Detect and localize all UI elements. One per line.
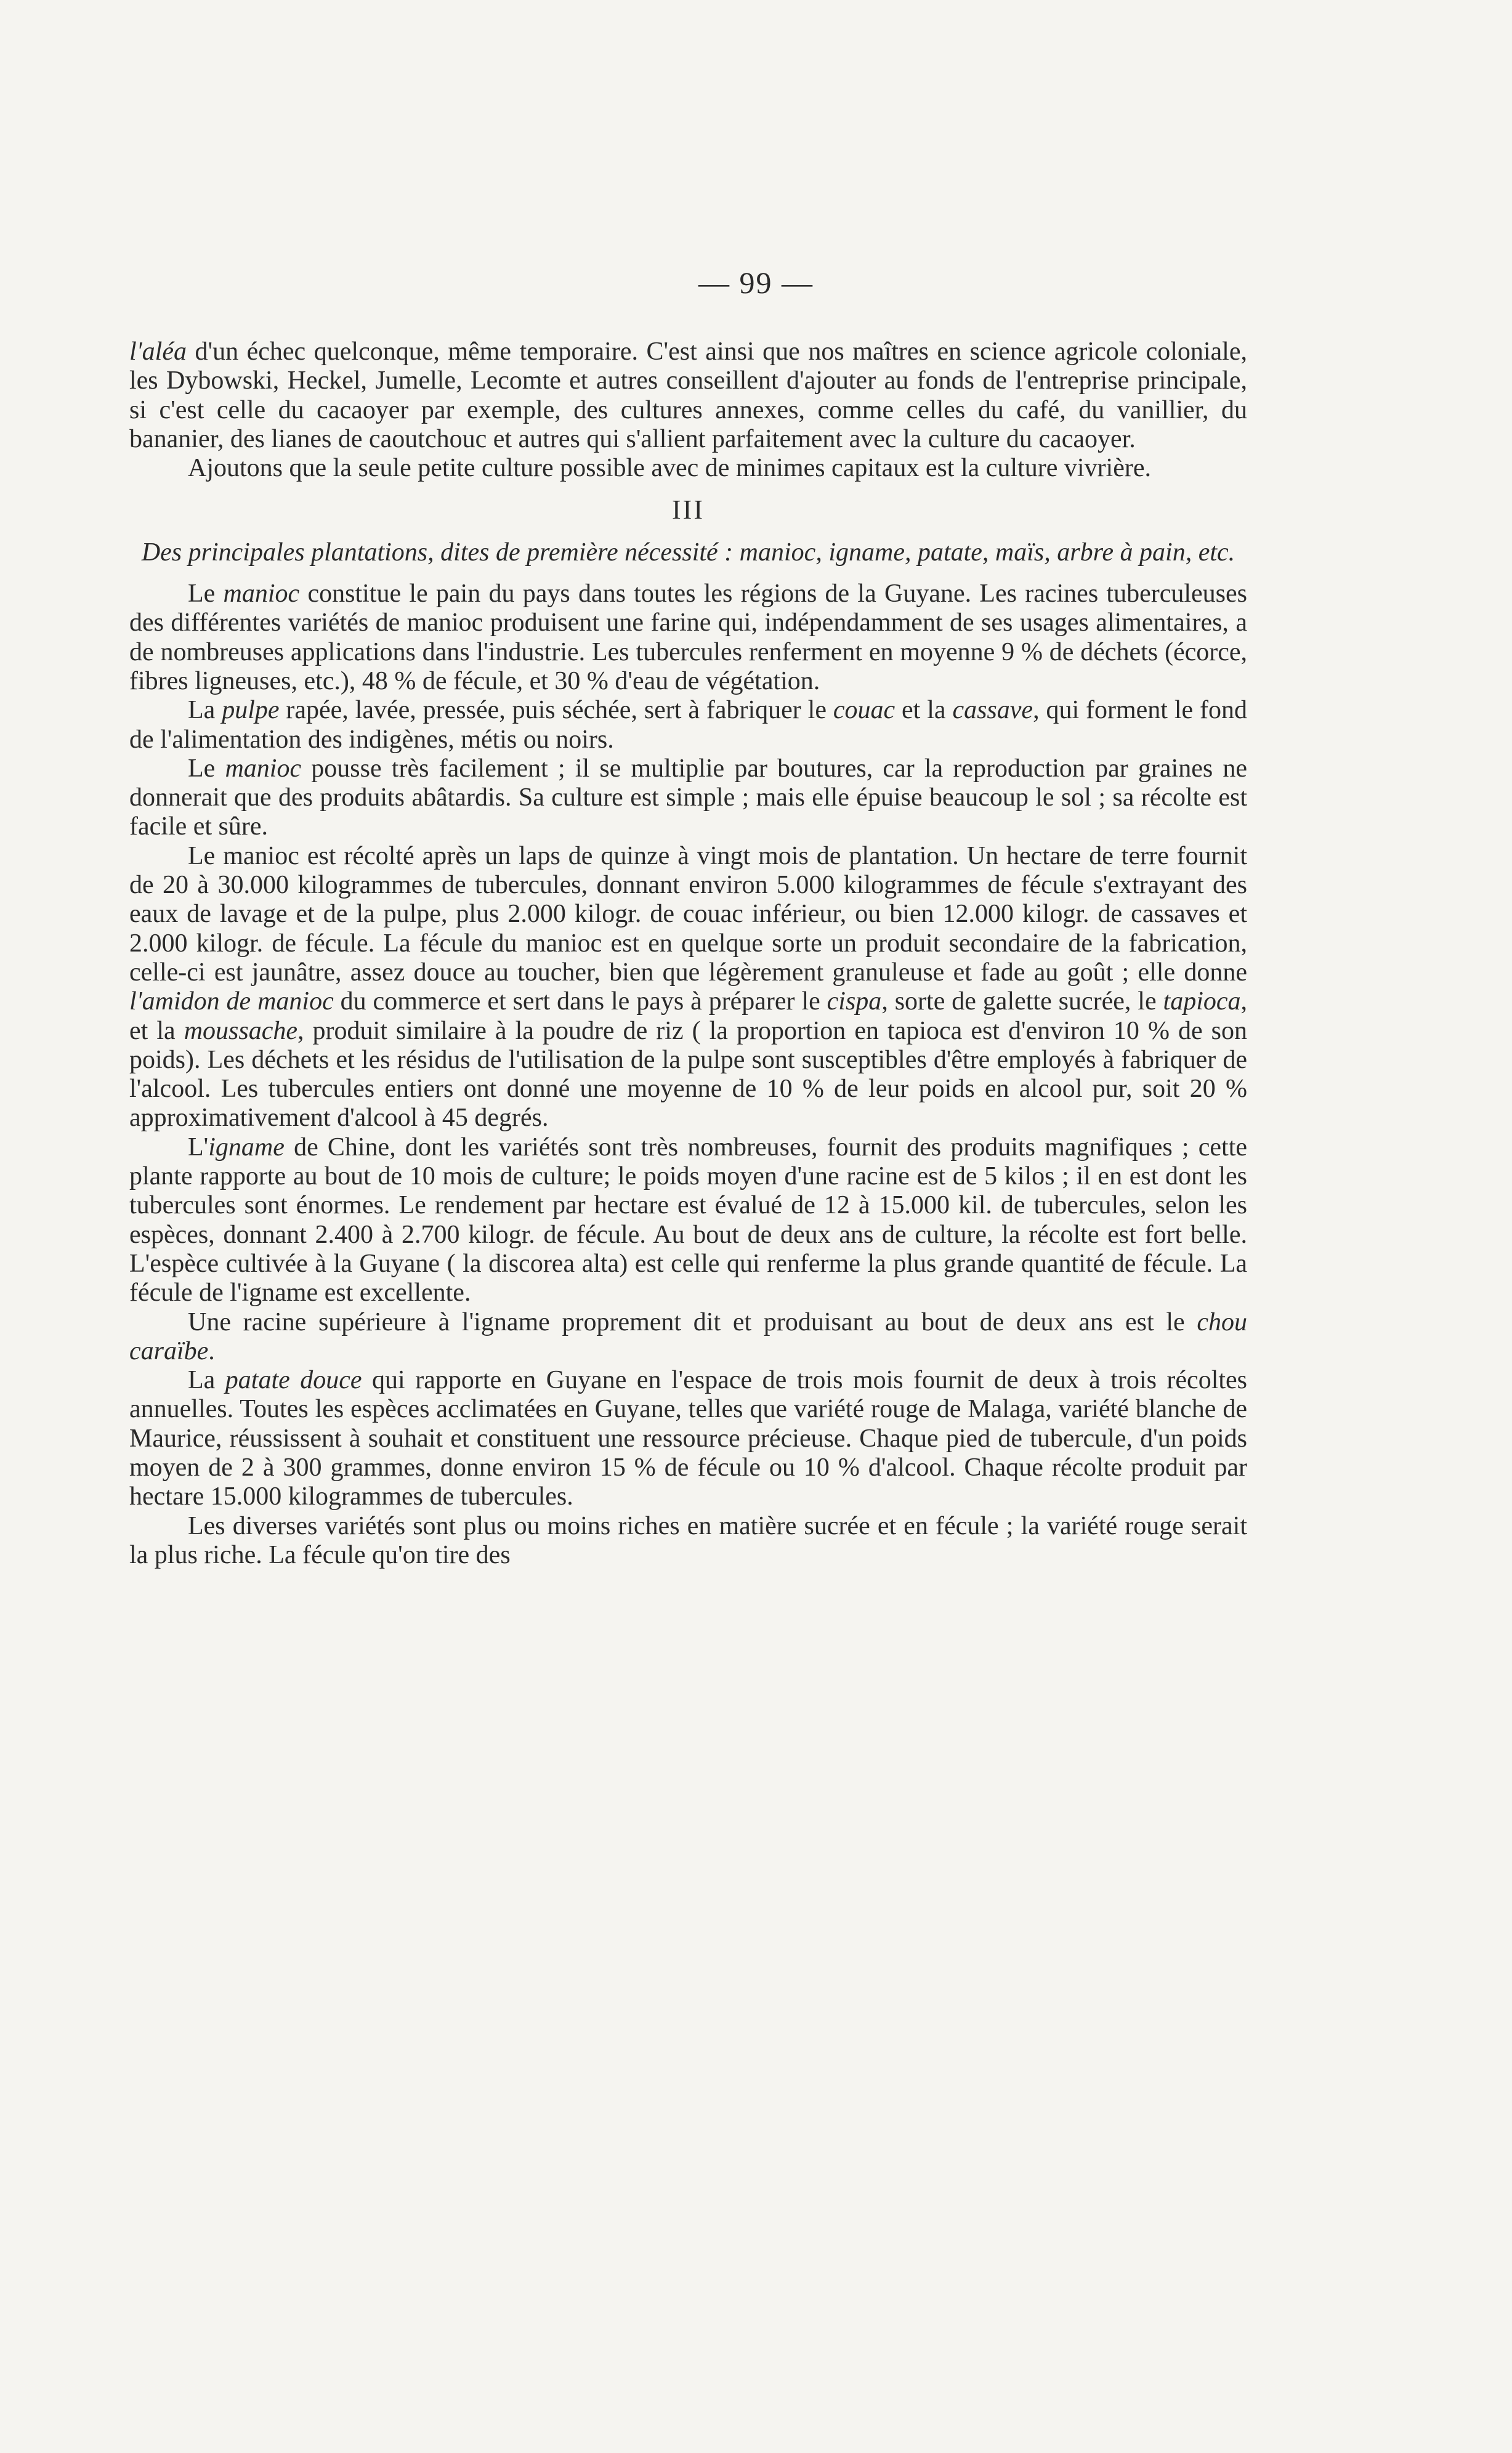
paragraph-patate: La patate douce qui rapporte en Guyane en l'espace de trois mois fournit de deux à trois récoltes annuelles. Toutes les espèces acclimatées en Guyane, telles que variété rouge de Malaga, variété blanche de Maurice, réussissent à souhait et constituent une ressource précieuse. Chaque pied de tubercule, d'un poids moyen de 2 à 300 grammes, donne environ 15 % de fécule ou 10 % d'alcool. Chaque récolte produit par hectare 15.000 kilogrammes de tubercules. xyxy=(129,1366,1248,1511)
emphasis-tapioca: tapioca xyxy=(1163,987,1241,1016)
emphasis-alea: l'aléa xyxy=(129,337,187,366)
emphasis-chou-caraibe: chou caraïbe xyxy=(129,1307,1247,1365)
emphasis-patate-douce: patate douce xyxy=(225,1366,362,1395)
body-text xyxy=(129,337,1247,1570)
emphasis-pulpe: pulpe xyxy=(222,696,280,725)
emphasis-manioc: manioc xyxy=(223,580,300,608)
intro-paragraph-2: Ajoutons que la seule petite culture possible avec de minimes capitaux est la culture vivrière. xyxy=(188,454,1151,483)
paragraph-manioc-culture: Le manioc pousse très facilement ; il se multiplie par boutures, car la reproduction par graines ne donnerait que des produits abâtardis. Sa culture est simple ; mais elle épuise beaucoup le sol ; sa récolte est facile et sûre. xyxy=(129,754,1247,841)
emphasis-manioc-2: manioc xyxy=(225,754,302,783)
emphasis-amidon: l'amidon de manioc xyxy=(129,987,334,1016)
paragraph-igname: L'igname de Chine, dont les variétés sont très nombreuses, fournit des produits magnifiques ; cette plante rapporte au bout de 10 mois de culture; le poids moyen d'une racine est de 5 kilos ; il en est dont les tubercules sont énormes. Le rendement par hectare est évalué de 12 à 15.000 kil. de tubercules, selon les espèces, donnant 2.400 à 2.700 kilogr. de fécule. Au bout de deux ans de culture, la récolte est fort belle. L'espèce cultivée à la Guyane ( la discorea alta) est celle qui renferme la plus grande quantité de fécule. La fécule de l'igname est excellente. xyxy=(129,1133,1247,1307)
emphasis-moussache: moussache xyxy=(184,1016,298,1045)
paragraph-manioc-intro: Le manioc constitue le pain du pays dans toutes les régions de la Guyane. Les racines tuberculeuses des différentes variétés de manioc produisent une farine qui, indépendamment de ses usages alimentaires, a de nombreuses applications dans l'industrie. Les tubercules renferment en moyenne 9 % de déchets (écorce, fibres ligneuses, etc.), 48 % de fécule, et 30 % d'eau de végétation. xyxy=(129,580,1248,695)
emphasis-couac: couac xyxy=(833,696,895,725)
paragraph-varietes: Les diverses variétés sont plus ou moins riches en matière sucrée et en fécule ; la variété rouge serait la plus riche. La fécule qu'on tire des xyxy=(129,1511,1247,1569)
paragraph-manioc-harvest: Le manioc est récolté après un laps de quinze à vingt mois de plantation. Un hectare de terre fournit de 20 à 30.000 kilogrammes de tubercules, donnant environ 5.000 kilogrammes de fécule s'extrayant des eaux de lavage et de la pulpe, plus 2.000 kilogr. de couac inférieur, ou bien 12.000 kilogr. de cassaves et 2.000 kilogr. de fécule. La fécule du manioc est en quelque sorte un produit secondaire de la fabrication, celle-ci est jaunâtre, assez douce au toucher, bien que légèrement granuleuse et fade au goût ; elle donne l'amidon de manioc du commerce et sert dans le pays à préparer le cispa, sorte de galette sucrée, le tapioca, et la moussache, produit similaire à la poudre de riz ( la proportion en tapioca est d'environ 10 % de son poids). Les déchets et les résidus de l'utilisation de la pulpe sont susceptibles d'être employés à fabriquer de l'alcool. Les tubercules entiers ont donné une moyenne de 10 % de leur poids en alcool pur, soit 20 % approximativement d'alcool à 45 degrés. xyxy=(129,841,1248,1133)
paragraph-pulpe: La pulpe rapée, lavée, pressée, puis séchée, sert à fabriquer le couac et la cassave, qui forment le fond de l'alimentation des indigènes, métis ou noirs. xyxy=(129,696,1248,754)
emphasis-cassave: cassave xyxy=(952,696,1033,725)
emphasis-igname: igname xyxy=(208,1133,285,1162)
intro-paragraph-1: l'aléa d'un échec quelconque, même temporaire. C'est ainsi que nos maîtres en science agricole coloniale, les Dybowski, Heckel, Jumelle, Lecomte et autres conseillent d'ajouter au fonds de l'entreprise principale, si c'est celle du cacaoyer par exemple, des cultures annexes, comme celles du café, du vanillier, du bananier, des lianes de caoutchouc et autres qui s'allient parfaitement avec la culture du cacaoyer. xyxy=(129,337,1247,453)
section-number: III xyxy=(672,495,705,525)
page-number: — 99 — xyxy=(698,265,814,300)
emphasis-cispa: cispa xyxy=(827,987,882,1016)
section-title: Des principales plantations, dites de première nécessité : manioc, igname, patate, maïs, arbre à pain, etc. xyxy=(141,538,1235,567)
paragraph-chou-caraibe: Une racine supérieure à l'igname proprement dit et produisant au bout de deux ans est le chou caraïbe. xyxy=(129,1307,1247,1365)
